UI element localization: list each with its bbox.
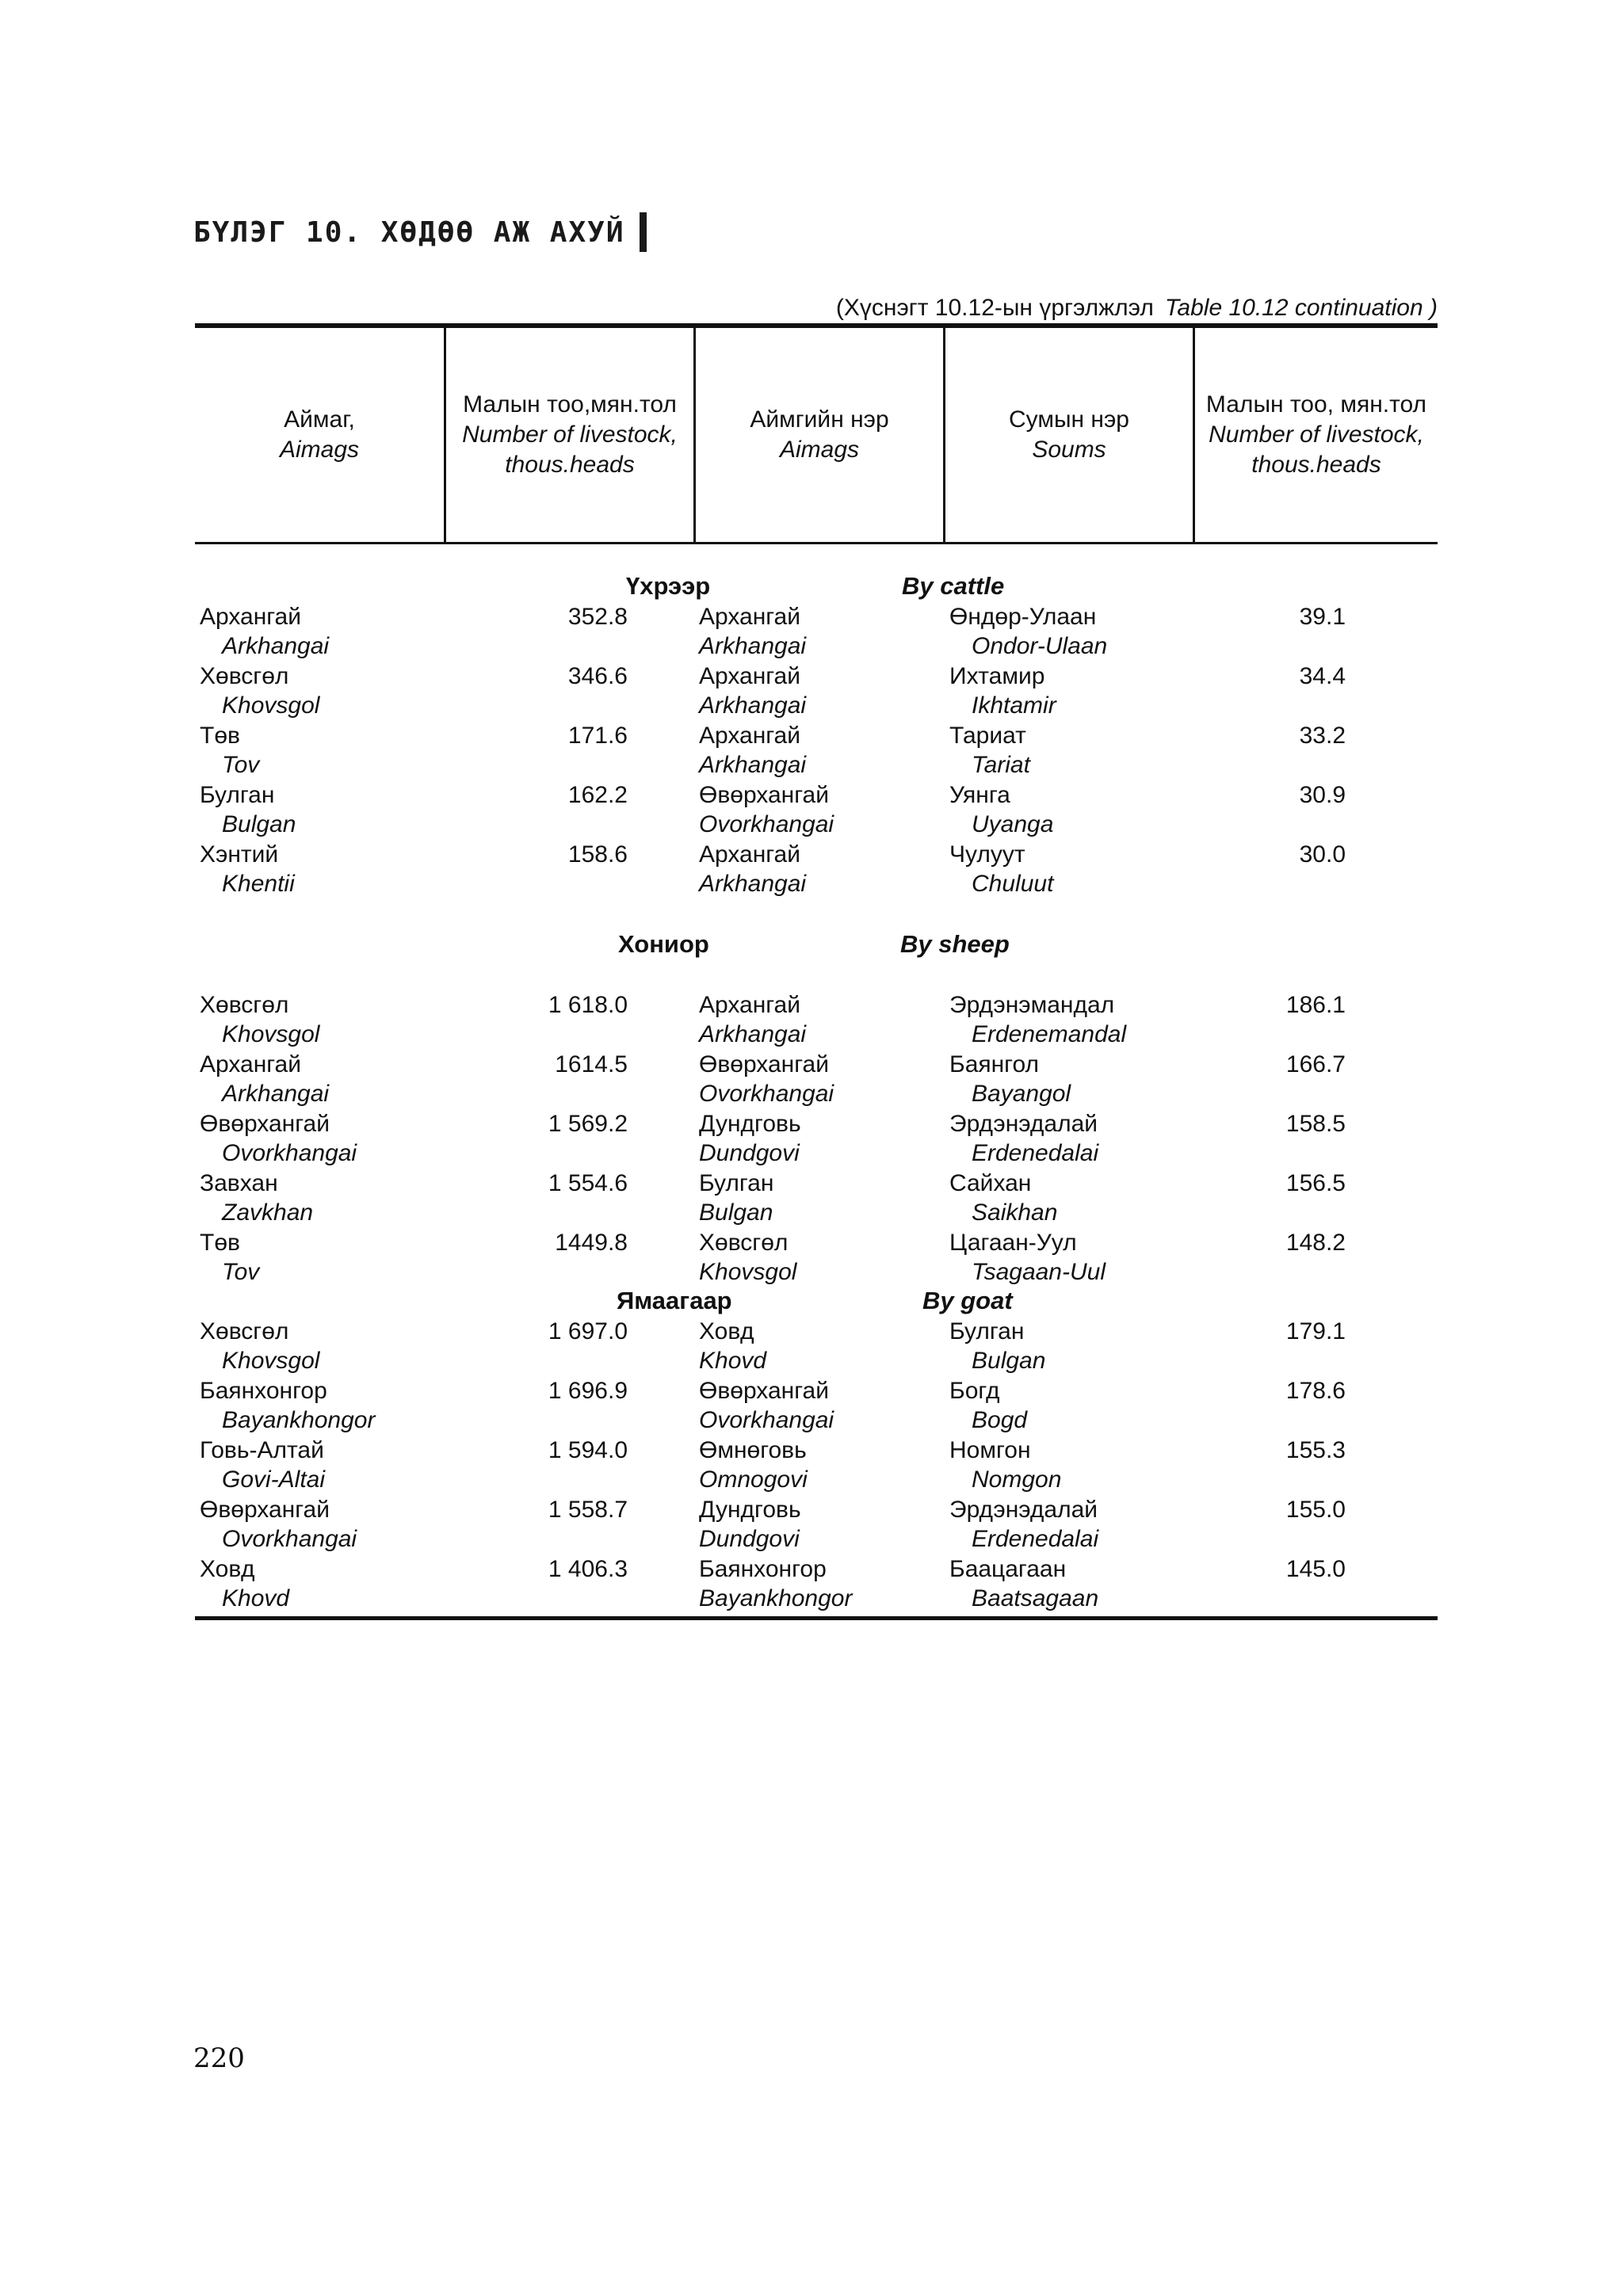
cell-soum-en: Erdenedalai <box>972 1140 1099 1166</box>
cell-soum-aimag-en: Arkhangai <box>699 692 807 719</box>
cell-aimag-en: Bayankhongor <box>222 1407 376 1433</box>
cell-soum-aimag-en: Khovsgol <box>699 1259 797 1285</box>
cell-soum-aimag-en: Arkhangai <box>699 871 807 897</box>
header-aimag-livestock-mn: Малын тоо,мян.тол <box>463 391 677 418</box>
cell-soum-aimag-mn: Дундговь <box>699 1497 801 1523</box>
cell-aimag-en: Khovsgol <box>222 1021 320 1047</box>
cell-aimag-mn: Архангай <box>200 604 301 630</box>
continuation-mn: (Хүснэгт 10.12-ын үргэлжлэл <box>835 295 1154 321</box>
cell-aimag-en: Khovd <box>222 1585 290 1611</box>
header-soum-name-mn: Сумын нэр <box>1009 406 1129 433</box>
cell-aimag-mn: Хөвсгөл <box>200 663 289 689</box>
cell-soum-aimag-mn: Хөвсгөл <box>699 1230 789 1256</box>
cell-aimag-value: 1449.8 <box>555 1230 628 1256</box>
cell-aimag-mn: Өвөрхангай <box>200 1111 330 1137</box>
chapter-bar <box>640 212 647 252</box>
cell-soum-aimag-en: Omnogovi <box>699 1466 808 1493</box>
cell-soum-en: Uyanga <box>972 811 1054 837</box>
cell-soum-aimag-mn: Өмнөговь <box>699 1437 807 1463</box>
cell-soum-aimag-en: Khovd <box>699 1348 767 1374</box>
cell-soum-mn: Уянга <box>949 782 1010 808</box>
cell-soum-value: 166.7 <box>1285 1051 1346 1077</box>
chapter-header <box>193 212 647 252</box>
header-soum-livestock-mn: Малын тоо, мян.тол <box>1205 391 1427 418</box>
cell-soum-aimag-en: Bulgan <box>699 1199 773 1226</box>
cell-aimag-value: 1614.5 <box>555 1051 628 1077</box>
header-aimag-livestock-unit: thous.heads <box>505 452 635 478</box>
cell-soum-mn: Ихтамир <box>949 663 1045 689</box>
header-aimag <box>195 328 444 542</box>
cell-aimag-en: Khovsgol <box>222 1348 320 1374</box>
cell-soum-en: Bulgan <box>972 1348 1046 1374</box>
section-title-mn: Үхрээр <box>626 572 711 600</box>
cell-soum-en: Tsagaan-Uul <box>972 1259 1106 1285</box>
cell-soum-value: 39.1 <box>1299 604 1346 630</box>
cell-aimag-value: 1 558.7 <box>548 1497 628 1523</box>
cell-soum-aimag-en: Ovorkhangai <box>699 1407 834 1433</box>
cell-aimag-value: 158.6 <box>567 841 628 868</box>
cell-soum-en: Ikhtamir <box>972 692 1056 719</box>
cell-aimag-mn: Архангай <box>200 1051 301 1077</box>
cell-aimag-en: Ovorkhangai <box>222 1140 357 1166</box>
cell-aimag-en: Tov <box>222 1259 260 1285</box>
cell-aimag-en: Zavkhan <box>222 1199 314 1226</box>
header-aimag-name <box>696 328 943 542</box>
section-title-mn: Ямаагаар <box>617 1287 732 1314</box>
cell-aimag-mn: Хэнтий <box>200 841 279 868</box>
cell-aimag-mn: Хөвсгөл <box>200 992 289 1018</box>
cell-aimag-mn: Төв <box>200 723 240 749</box>
page-number: 220 <box>193 2042 245 2074</box>
cell-aimag-mn: Төв <box>200 1230 240 1256</box>
cell-soum-mn: Баацагаан <box>949 1556 1067 1582</box>
section-title-mn: Хониор <box>618 930 709 958</box>
cell-soum-value: 155.3 <box>1285 1437 1346 1463</box>
cell-soum-en: Erdenemandal <box>972 1021 1127 1047</box>
cell-aimag-mn: Завхан <box>200 1170 278 1196</box>
cell-aimag-en: Arkhangai <box>222 1081 330 1107</box>
cell-soum-value: 33.2 <box>1299 723 1346 749</box>
cell-soum-en: Ondor-Ulaan <box>972 633 1108 659</box>
cell-soum-value: 186.1 <box>1285 992 1346 1018</box>
section-title-en: By cattle <box>902 572 1005 600</box>
cell-aimag-value: 352.8 <box>567 604 628 630</box>
cell-soum-value: 158.5 <box>1285 1111 1346 1137</box>
cell-soum-aimag-en: Arkhangai <box>699 752 807 778</box>
cell-soum-aimag-en: Bayankhongor <box>699 1585 853 1611</box>
cell-soum-mn: Эрдэнэмандал <box>949 992 1115 1018</box>
cell-soum-en: Chuluut <box>972 871 1054 897</box>
chapter-title: БҮЛЭГ 10. ХӨДӨӨ АЖ АХУЙ <box>193 215 625 249</box>
cell-soum-value: 30.9 <box>1299 782 1346 808</box>
cell-soum-value: 178.6 <box>1285 1378 1346 1404</box>
header-soum-livestock-unit: thous.heads <box>1251 452 1381 478</box>
cell-soum-mn: Эрдэнэдалай <box>949 1111 1098 1137</box>
cell-aimag-value: 171.6 <box>567 723 628 749</box>
cell-soum-value: 156.5 <box>1285 1170 1346 1196</box>
cell-aimag-value: 1 594.0 <box>548 1437 628 1463</box>
cell-soum-aimag-mn: Өвөрхангай <box>699 782 829 808</box>
cell-soum-aimag-mn: Архангай <box>699 841 800 868</box>
header-aimag-livestock <box>446 328 693 542</box>
cell-soum-en: Erdenedalai <box>972 1526 1099 1552</box>
cell-soum-aimag-mn: Өвөрхангай <box>699 1378 829 1404</box>
cell-aimag-value: 1 554.6 <box>548 1170 628 1196</box>
header-soum-name-en: Soums <box>1032 437 1106 463</box>
cell-aimag-value: 1 618.0 <box>548 992 628 1018</box>
cell-soum-aimag-mn: Булган <box>699 1170 774 1196</box>
cell-soum-en: Bayangol <box>972 1081 1071 1107</box>
cell-soum-value: 30.0 <box>1299 841 1346 868</box>
cell-soum-mn: Булган <box>949 1318 1025 1344</box>
cell-aimag-en: Khentii <box>222 871 295 897</box>
cell-soum-mn: Сайхан <box>949 1170 1032 1196</box>
cell-aimag-en: Arkhangai <box>222 633 330 659</box>
section-title-en: By sheep <box>900 930 1010 958</box>
cell-aimag-value: 1 697.0 <box>548 1318 628 1344</box>
cell-soum-mn: Чулуут <box>949 841 1025 868</box>
cell-aimag-mn: Говь-Алтай <box>200 1437 324 1463</box>
cell-soum-mn: Эрдэнэдалай <box>949 1497 1098 1523</box>
cell-soum-aimag-en: Dundgovi <box>699 1140 800 1166</box>
cell-soum-mn: Номгон <box>949 1437 1031 1463</box>
cell-soum-aimag-mn: Архангай <box>699 992 800 1018</box>
table-bottom-rule <box>195 1616 1438 1620</box>
cell-aimag-value: 162.2 <box>567 782 628 808</box>
cell-soum-aimag-en: Ovorkhangai <box>699 1081 834 1107</box>
cell-soum-aimag-en: Dundgovi <box>699 1526 800 1552</box>
cell-aimag-mn: Булган <box>200 782 275 808</box>
cell-soum-value: 179.1 <box>1285 1318 1346 1344</box>
header-aimag-en: Aimags <box>279 437 360 463</box>
cell-aimag-mn: Ховд <box>200 1556 255 1582</box>
cell-soum-en: Baatsagaan <box>972 1585 1099 1611</box>
header-aimag-mn: Аймаг, <box>284 406 355 433</box>
cell-soum-en: Saikhan <box>972 1199 1058 1226</box>
cell-soum-en: Bogd <box>972 1407 1028 1433</box>
cell-soum-aimag-mn: Дундговь <box>699 1111 801 1137</box>
header-aimag-name-en: Aimags <box>779 437 860 463</box>
cell-soum-aimag-en: Arkhangai <box>699 1021 807 1047</box>
cell-soum-value: 155.0 <box>1285 1497 1346 1523</box>
cell-soum-mn: Баянгол <box>949 1051 1039 1077</box>
cell-soum-aimag-mn: Архангай <box>699 604 800 630</box>
cell-soum-mn: Тариат <box>949 723 1026 749</box>
header-aimag-livestock-en: Number of livestock, <box>462 421 678 448</box>
cell-aimag-en: Khovsgol <box>222 692 320 719</box>
table-continuation-note <box>836 295 1438 322</box>
cell-aimag-en: Govi-Altai <box>222 1466 326 1493</box>
cell-soum-aimag-en: Arkhangai <box>699 633 807 659</box>
cell-aimag-mn: Өвөрхангай <box>200 1497 330 1523</box>
cell-soum-aimag-mn: Өвөрхангай <box>699 1051 829 1077</box>
cell-aimag-value: 1 406.3 <box>548 1556 628 1582</box>
cell-soum-aimag-mn: Ховд <box>699 1318 754 1344</box>
cell-soum-value: 148.2 <box>1285 1230 1346 1256</box>
cell-soum-value: 145.0 <box>1285 1556 1346 1582</box>
cell-soum-value: 34.4 <box>1299 663 1346 689</box>
cell-aimag-en: Ovorkhangai <box>222 1526 357 1552</box>
cell-soum-aimag-en: Ovorkhangai <box>699 811 834 837</box>
cell-soum-en: Nomgon <box>972 1466 1062 1493</box>
table-header-rule <box>195 542 1438 544</box>
cell-aimag-en: Tov <box>222 752 260 778</box>
header-aimag-name-mn: Аймгийн нэр <box>750 406 889 433</box>
cell-aimag-en: Bulgan <box>222 811 296 837</box>
cell-soum-aimag-mn: Архангай <box>699 723 800 749</box>
cell-soum-aimag-mn: Баянхонгор <box>699 1556 827 1582</box>
cell-soum-en: Tariat <box>972 752 1030 778</box>
cell-soum-aimag-mn: Архангай <box>699 663 800 689</box>
cell-aimag-mn: Хөвсгөл <box>200 1318 289 1344</box>
cell-soum-mn: Цагаан-Уул <box>949 1230 1077 1256</box>
section-title-en: By goat <box>922 1287 1013 1314</box>
cell-aimag-value: 346.6 <box>567 663 628 689</box>
cell-aimag-value: 1 696.9 <box>548 1378 628 1404</box>
header-soum-livestock-en: Number of livestock, <box>1209 421 1424 448</box>
header-soum-name <box>945 328 1193 542</box>
cell-aimag-mn: Баянхонгор <box>200 1378 327 1404</box>
cell-soum-mn: Богд <box>949 1378 1000 1404</box>
header-soum-livestock <box>1195 328 1438 542</box>
cell-aimag-value: 1 569.2 <box>548 1111 628 1137</box>
cell-soum-mn: Өндөр-Улаан <box>949 604 1097 630</box>
continuation-en: Table 10.12 continuation ) <box>1164 295 1438 321</box>
